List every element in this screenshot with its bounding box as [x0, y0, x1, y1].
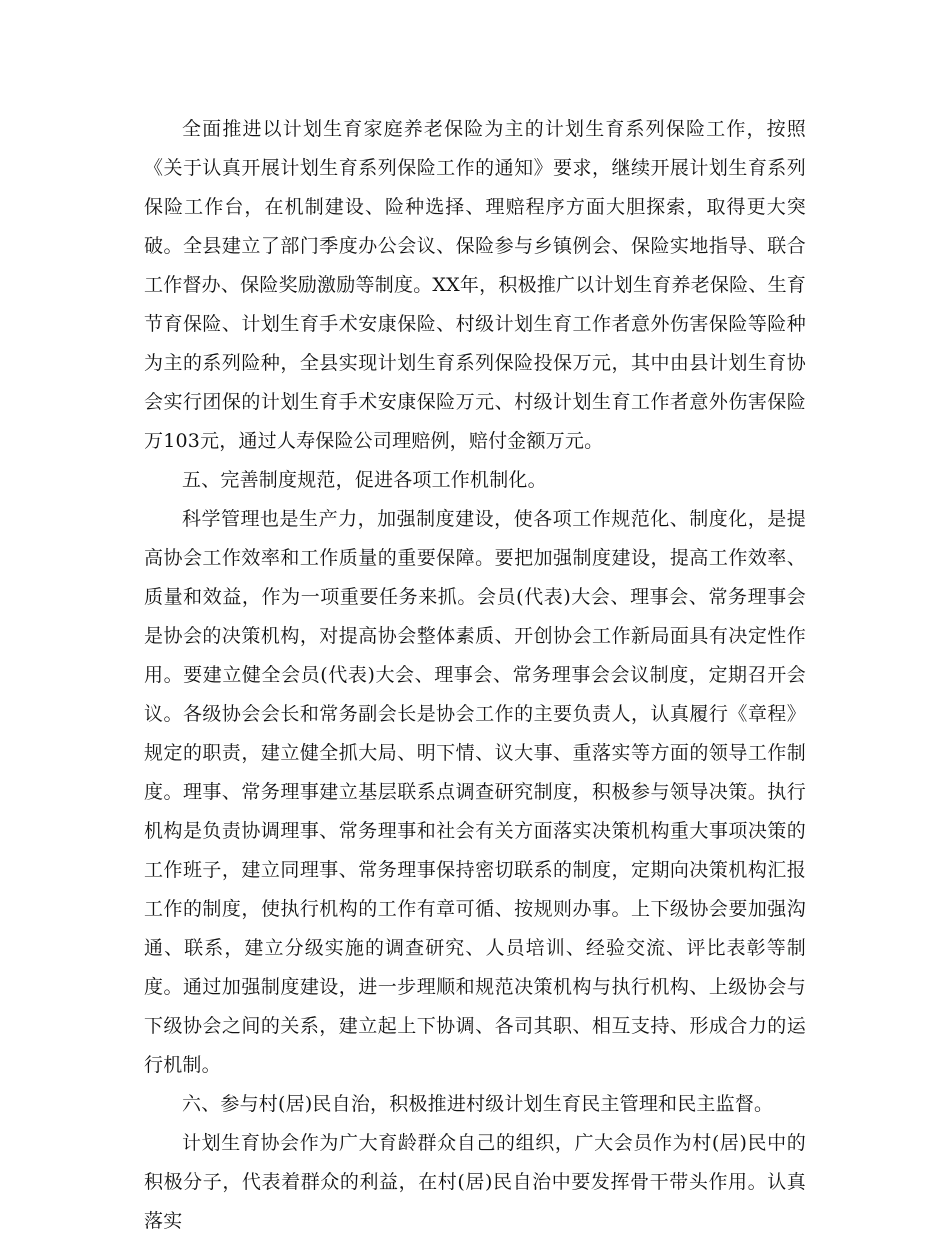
section-heading-five: 五、完善制度规范，促进各项工作机制化。 [182, 469, 547, 491]
paragraph-institution-building: 科学管理也是生产力，加强制度建设，使各项工作规范化、制度化，是提高协会工作效率和工作质量的重要保障。要把加强制度建设，提高工作效率、质量和效益，作为一项重要任务来抓。会员(代表)大会、理事会、常务理事会是协会的决策机构，对提高协会整体素质、开创协会工作新局面具有决定性作用。要建立健全会员(代表)大会、理事会、常务理事会会议制度，定期召开会议。各级协会会长和常务副会长是协会工作的主要负责人，认真履行《章程》规定的职责，建立健全抓大局、明下情、议大事、重落实等方面的领导工作制度。理事、常务理事建立基层联系点调查研究制度，积极参与领导决策。执行机构是负责协调理事、常务理事和社会有关方面落实决策机构重大事项决策的工作班子，建立同理事、常务理事保持密切联系的制度，定期向决策机构汇报工作的制度，使执行机构的工作有章可循、按规则办事。上下级协会要加强沟通、联系，建立分级实施的调查研究、人员培训、经验交流、评比表彰等制度。通过加强制度建设，进一步理顺和规范决策机构与执行机构、上级协会与下级协会之间的关系，建立起上下协调、各司其职、相互支持、形成合力的运行机制。 [144, 508, 806, 1076]
section-heading-six: 六、参与村(居)民自治，积极推进村级计划生育民主管理和民主监督。 [182, 1093, 774, 1115]
paragraph-insurance-work: 全面推进以计划生育家庭养老保险为主的计划生育系列保险工作，按照《关于认真开展计划生育系列保险工作的通知》要求，继续开展计划生育系列保险工作台，在机制建设、险种选择、理赔程序方面大胆探索，取得更大突破。全县建立了部门季度办公会议、保险参与乡镇例会、保险实地指导、联合工作督办、保险奖励激励等制度。XX年，积极推广以计划生育养老保险、生育节育保险、计划生育手术安康保险、村级计划生育工作者意外伤害保险等险种为主的系列险种，全县实现计划生育系列保险投保万元，其中由县计划生育协会实行团保的计划生育手术安康保险万元、村级计划生育工作者意外伤害保险万103元，通过人寿保险公司理赔例，赔付金额万元。 [144, 118, 806, 452]
document-page [144, 110, 806, 1241]
paragraph-village-autonomy: 计划生育协会作为广大育龄群众自己的组织，广大会员作为村(居)民中的积极分子，代表着群众的利益，在村(居)民自治中要发挥骨干带头作用。认真落实 [144, 1132, 806, 1232]
